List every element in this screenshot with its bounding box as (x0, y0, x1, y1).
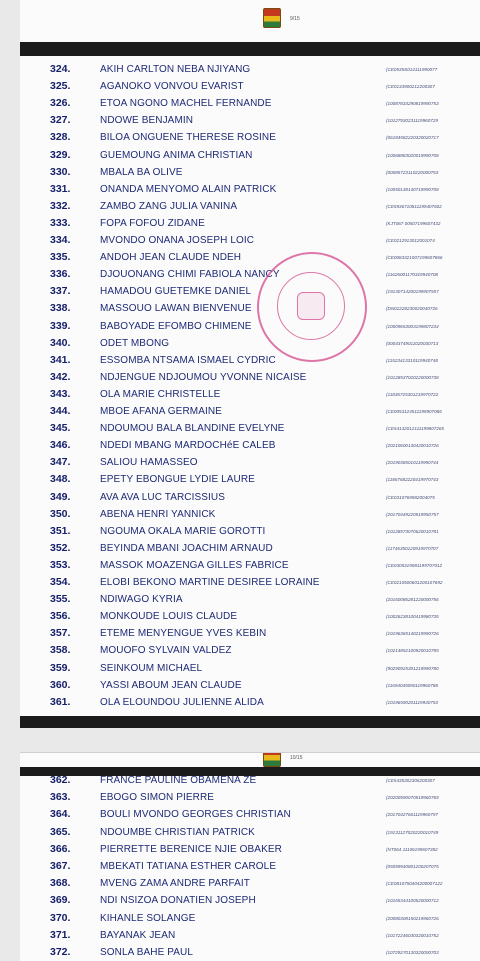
list-item (20, 95, 480, 112)
list-item (20, 454, 480, 471)
entry-name: ZAMBO ZANG JULIA VANINA (100, 200, 238, 212)
entry-name: ODET MBONG (100, 337, 170, 349)
entry-number: 368. (50, 877, 71, 890)
entry-name: ESSOMBA NTSAMA ISMAEL CYDRIC (100, 354, 276, 366)
entry-name: MOUOFO SYLVAIN VALDEZ (100, 645, 232, 657)
list-item (20, 910, 480, 927)
list-item (20, 892, 480, 909)
entry-name: NDEDI MBANG MARDOCHéE CALEB (100, 440, 276, 452)
list-item (20, 437, 480, 454)
entry-name: SALIOU HAMASSEO (100, 457, 198, 469)
list-item (20, 147, 480, 164)
list-item (20, 660, 480, 677)
list-item (20, 677, 480, 694)
entry-code: (20190385010119990744 (386, 460, 439, 466)
entry-number: 352. (50, 541, 71, 554)
list-item (20, 806, 480, 823)
entry-code: (10165344100520000712 (386, 898, 439, 904)
list-item (20, 266, 480, 283)
page-header-bar (20, 42, 480, 56)
entry-name: PIERRETTE BERENICE NJIE OBAKER (100, 843, 282, 855)
entry-name: BOULI MVONDO GEORGES CHRISTIAN (100, 809, 291, 821)
entry-code: (11836725301219970722 (386, 391, 439, 397)
entry-number: 344. (50, 405, 71, 417)
entry-number: 327. (50, 114, 71, 127)
entry-number: 369. (50, 894, 71, 907)
entry-code: (10128573070620010781 (386, 528, 439, 534)
entry-code: (90290925301219990780 (386, 665, 439, 671)
entry-code: (10050138140719990708 (386, 186, 439, 192)
entry-code: (11746350120919970707 (386, 545, 439, 551)
entry-number: 356. (50, 610, 71, 623)
list-item (20, 112, 480, 129)
entry-number: 350. (50, 507, 71, 520)
page-number: 10/15 (290, 755, 303, 761)
entry-number: 372. (50, 946, 71, 958)
entry-number: 364. (50, 808, 71, 821)
list-item (20, 489, 480, 506)
entry-code: (10068883020019990708 (386, 152, 439, 158)
entry-code: (KJT067 00507199607432 (386, 220, 441, 226)
list-item (20, 300, 480, 317)
entry-name: NDIWAGO KYRIA (100, 594, 183, 606)
entry-code: (CE0305319081199707012 (386, 562, 443, 568)
entry-name: BABOYADE EFOMBO CHIMENE (100, 320, 252, 332)
entry-name: SEINKOUM MICHAEL (100, 662, 203, 674)
entry-name: ANDOH JEAN CLAUDE NDEH (100, 252, 242, 264)
entry-code: (NT064 11106199607382 (386, 846, 438, 852)
list-item (20, 164, 480, 181)
entry-code: (00043749011020030713 (386, 340, 439, 346)
entry-number: 326. (50, 97, 71, 110)
entry-name: AVA AVA LUC TARCISSIUS (100, 491, 226, 503)
entry-number: 325. (50, 80, 71, 93)
list-item (20, 824, 480, 841)
list-item (20, 420, 480, 437)
entry-number: 333. (50, 216, 71, 229)
entry-number: 336. (50, 268, 71, 281)
entry-code: (10172246030320010752 (386, 932, 439, 938)
entry-number: 339. (50, 319, 71, 332)
entry-name: DJOUONANG CHIMI FABIOLA NANCY (100, 269, 280, 281)
entry-number: 346. (50, 439, 71, 452)
entry-code: (10026238100419980735 (386, 614, 439, 620)
list-item (20, 232, 480, 249)
entry-name: NDJENGUE NDJOUMOU YVONNE NICAISE (100, 371, 307, 383)
entry-name: MONKOUDE LOUIS CLAUDE (100, 611, 238, 623)
entry-name: NDOUMBE CHRISTIAN PATRICK (100, 826, 255, 838)
entry-code: (20200590070519960765 (386, 795, 439, 801)
coat-of-arms-emblem (263, 752, 281, 767)
entry-name: YASSI ABOUM JEAN CLAUDE (100, 679, 242, 691)
list-item (20, 625, 480, 642)
list-item (20, 386, 480, 403)
entry-name: MASSOK MOAZENGA GILLES FABRICE (100, 559, 289, 571)
entry-number: 338. (50, 302, 71, 315)
entry-code: (20170427661119960797 (386, 812, 438, 818)
entry-number: 363. (50, 791, 71, 804)
entry-code: (11523413310119940748 (386, 357, 438, 363)
entry-number: 349. (50, 490, 71, 503)
entry-name: MASSOUO LAWAN BIENVENUE (100, 303, 252, 315)
entry-code: (CE54132012111199807265 (386, 426, 444, 432)
entry-code: (CE0210500601200107692 (386, 580, 443, 585)
entry-number: 355. (50, 593, 71, 606)
entry-code: (CE0083321007199607866 (386, 255, 443, 261)
entry-number: 367. (50, 860, 71, 872)
entry-code: (19130714200199907557 (386, 289, 439, 295)
entry-name: ONANDA MENYOMO ALAIN PATRICK (100, 183, 277, 195)
entry-code: (CE5936710811199407602 (386, 203, 442, 209)
entry-number: 345. (50, 422, 71, 435)
list-item (20, 789, 480, 806)
list-item (20, 249, 480, 266)
list-item (20, 841, 480, 858)
entry-code: (06184582220320020717 (386, 135, 439, 141)
entry-number: 362. (50, 774, 71, 786)
entry-name: MBEKATI TATIANA ESTHER CAROLE (100, 861, 277, 872)
entry-number: 353. (50, 558, 71, 571)
entry-number: 329. (50, 148, 71, 161)
entry-name: BEYINDA MBANI JOACHIM ARNAUD (100, 542, 273, 554)
entry-name: BAYANAK JEAN (100, 929, 176, 941)
entry-number: 348. (50, 473, 71, 486)
list-item (20, 181, 480, 198)
document-page-10 (20, 752, 480, 961)
entry-code: (CE0535S014111990077 (386, 67, 438, 72)
list-item (20, 772, 480, 789)
entry-code: (20170449220519950757 (386, 511, 439, 517)
entry-code: (00085723110220000753 (386, 169, 439, 175)
entry-number: 331. (50, 182, 71, 195)
entry-number: 330. (50, 165, 71, 178)
entry-name: OLA ELOUNDOU JULIENNE ALIDA (100, 696, 264, 708)
entry-number: 358. (50, 644, 71, 657)
entry-number: 335. (50, 251, 71, 264)
entry-name: ELOBI BEKONO MARTINE DESIREE LORAINE (100, 577, 320, 588)
list-item (20, 927, 480, 944)
entry-name: NDOWE BENJAMIN (100, 115, 194, 127)
entry-code: (10128537020220000738 (386, 374, 439, 380)
list-item (20, 557, 480, 574)
entry-code: (20160086281220000756 (386, 597, 439, 603)
entry-code: (DN02228230020040726 (386, 306, 438, 312)
entry-number: 366. (50, 842, 71, 855)
list-item (20, 283, 480, 300)
page-footer-bar (20, 716, 480, 728)
list-item (20, 642, 480, 659)
entry-name: FRANCE PAULINE OBAMENA ZE (100, 775, 257, 786)
entry-code: (CE0133900212200307 (386, 84, 435, 90)
list-item (20, 78, 480, 95)
entry-code: (10009653003199807234 (386, 323, 439, 329)
entry-number: 347. (50, 456, 71, 469)
entry-code: (CE0212913012001074 (386, 238, 435, 243)
entry-name: EPETY EBONGUE LYDIE LAURE (100, 474, 255, 486)
entry-name: BILOA ONGUENE THERESE ROSINE (100, 132, 276, 144)
entry-code: (11626001170319940708 (386, 272, 438, 278)
entry-name: SONLA BAHE PAUL (100, 947, 194, 958)
entry-number: 361. (50, 695, 71, 708)
list-item (20, 591, 480, 608)
entry-name: ETOA NGONO MACHEL FERNANDE (100, 98, 272, 110)
entry-name: MBOE AFANA GERMAINE (100, 406, 222, 417)
entry-number: 337. (50, 285, 71, 298)
entry-number: 354. (50, 576, 71, 588)
entry-number: 365. (50, 825, 71, 838)
official-stamp-seal (257, 252, 367, 362)
entry-number: 340. (50, 336, 71, 349)
entry-name: HAMADOU GUETEMKE DANIEL (100, 286, 252, 298)
entry-code: (CE5435302306200307 (386, 778, 435, 783)
entry-code: (10214852100920010785 (386, 648, 439, 654)
entry-code: (10127930231119960729 (386, 118, 438, 124)
list-item (20, 540, 480, 557)
list-item (20, 875, 480, 892)
entry-number: 332. (50, 199, 71, 212)
list-item (20, 61, 480, 78)
entry-name: FOPA FOFOU ZIDANE (100, 217, 205, 229)
entry-code: (10196590201119930753 (386, 699, 438, 705)
entry-number: 351. (50, 524, 71, 537)
entry-name: AKIH CARLTON NEBA NJIYANG (100, 64, 251, 75)
entry-name: NDOUMOU BALA BLANDINE EVELYNE (100, 423, 285, 435)
coat-of-arms-emblem (263, 8, 281, 28)
list-item (20, 352, 480, 369)
list-item (20, 694, 480, 711)
list-item (20, 506, 480, 523)
entry-number: 343. (50, 387, 71, 400)
entry-code: (CE0310769982004075 (386, 494, 435, 500)
entry-number: 342. (50, 370, 71, 383)
entry-name: AGANOKO VONVOU EVARIST (100, 81, 244, 93)
entry-code: (10729270130320000703 (386, 950, 439, 955)
entry-number: 324. (50, 63, 71, 75)
entry-code: (CE0810750404200007122 (386, 881, 443, 887)
entry-name: GUEMOUNG ANIMA CHRISTIAN (100, 149, 253, 161)
list-item (20, 858, 480, 875)
entry-number: 357. (50, 627, 71, 640)
entry-name: NDI NSIZOA DONATIEN JOSEPH (100, 895, 256, 907)
entry-code: (CE0053124511199907086 (386, 409, 442, 414)
entry-code: (20210600130420010726 (386, 443, 439, 449)
list-item (20, 944, 480, 961)
entry-name: OLA MARIE CHRISTELLE (100, 388, 221, 400)
entry-name: EBOGO SIMON PIERRE (100, 792, 215, 804)
list-item (20, 129, 480, 146)
entry-code: (11867682220419970743 (386, 477, 439, 483)
entry-name: MVONDO ONANA JOSEPH LOIC (100, 235, 255, 246)
entry-name: NGOUMA OKALA MARIE GOROTTI (100, 525, 266, 537)
list-item (20, 369, 480, 386)
list-item (20, 318, 480, 335)
entry-number: 360. (50, 678, 71, 691)
entry-code: (11694045090119960788 (386, 682, 438, 688)
entry-code: (20080308150219960726 (386, 915, 439, 921)
page-number: 9/15 (290, 16, 300, 22)
entry-number: 359. (50, 661, 71, 674)
list-item (20, 523, 480, 540)
entry-number: 328. (50, 131, 71, 144)
entry-name: ETEME MENYENGUE YVES KEBIN (100, 628, 267, 640)
entry-name: MVENG ZAMA ANDRE PARFAIT (100, 878, 251, 890)
list-item (20, 215, 480, 232)
list-item (20, 335, 480, 352)
entry-number: 341. (50, 353, 71, 366)
entry-name: MBALA BA OLIVE (100, 166, 183, 178)
entry-code: (05059940801200207075 (386, 864, 439, 869)
entry-name: KIHANLE SOLANGE (100, 912, 196, 924)
list-item (20, 608, 480, 625)
entry-number: 370. (50, 911, 71, 924)
entry-code: (19131127020220010749 (386, 829, 439, 835)
list-item (20, 198, 480, 215)
entry-code: (10087834290819990753 (386, 101, 439, 107)
entry-name: ABENA HENRI YANNICK (100, 508, 216, 520)
list-item (20, 471, 480, 488)
list-item (20, 403, 480, 420)
entry-number: 334. (50, 234, 71, 246)
document-page-9 (20, 0, 480, 728)
list-item (20, 574, 480, 591)
entry-number: 371. (50, 928, 71, 941)
entry-code: (10196365140219990726 (386, 631, 439, 637)
